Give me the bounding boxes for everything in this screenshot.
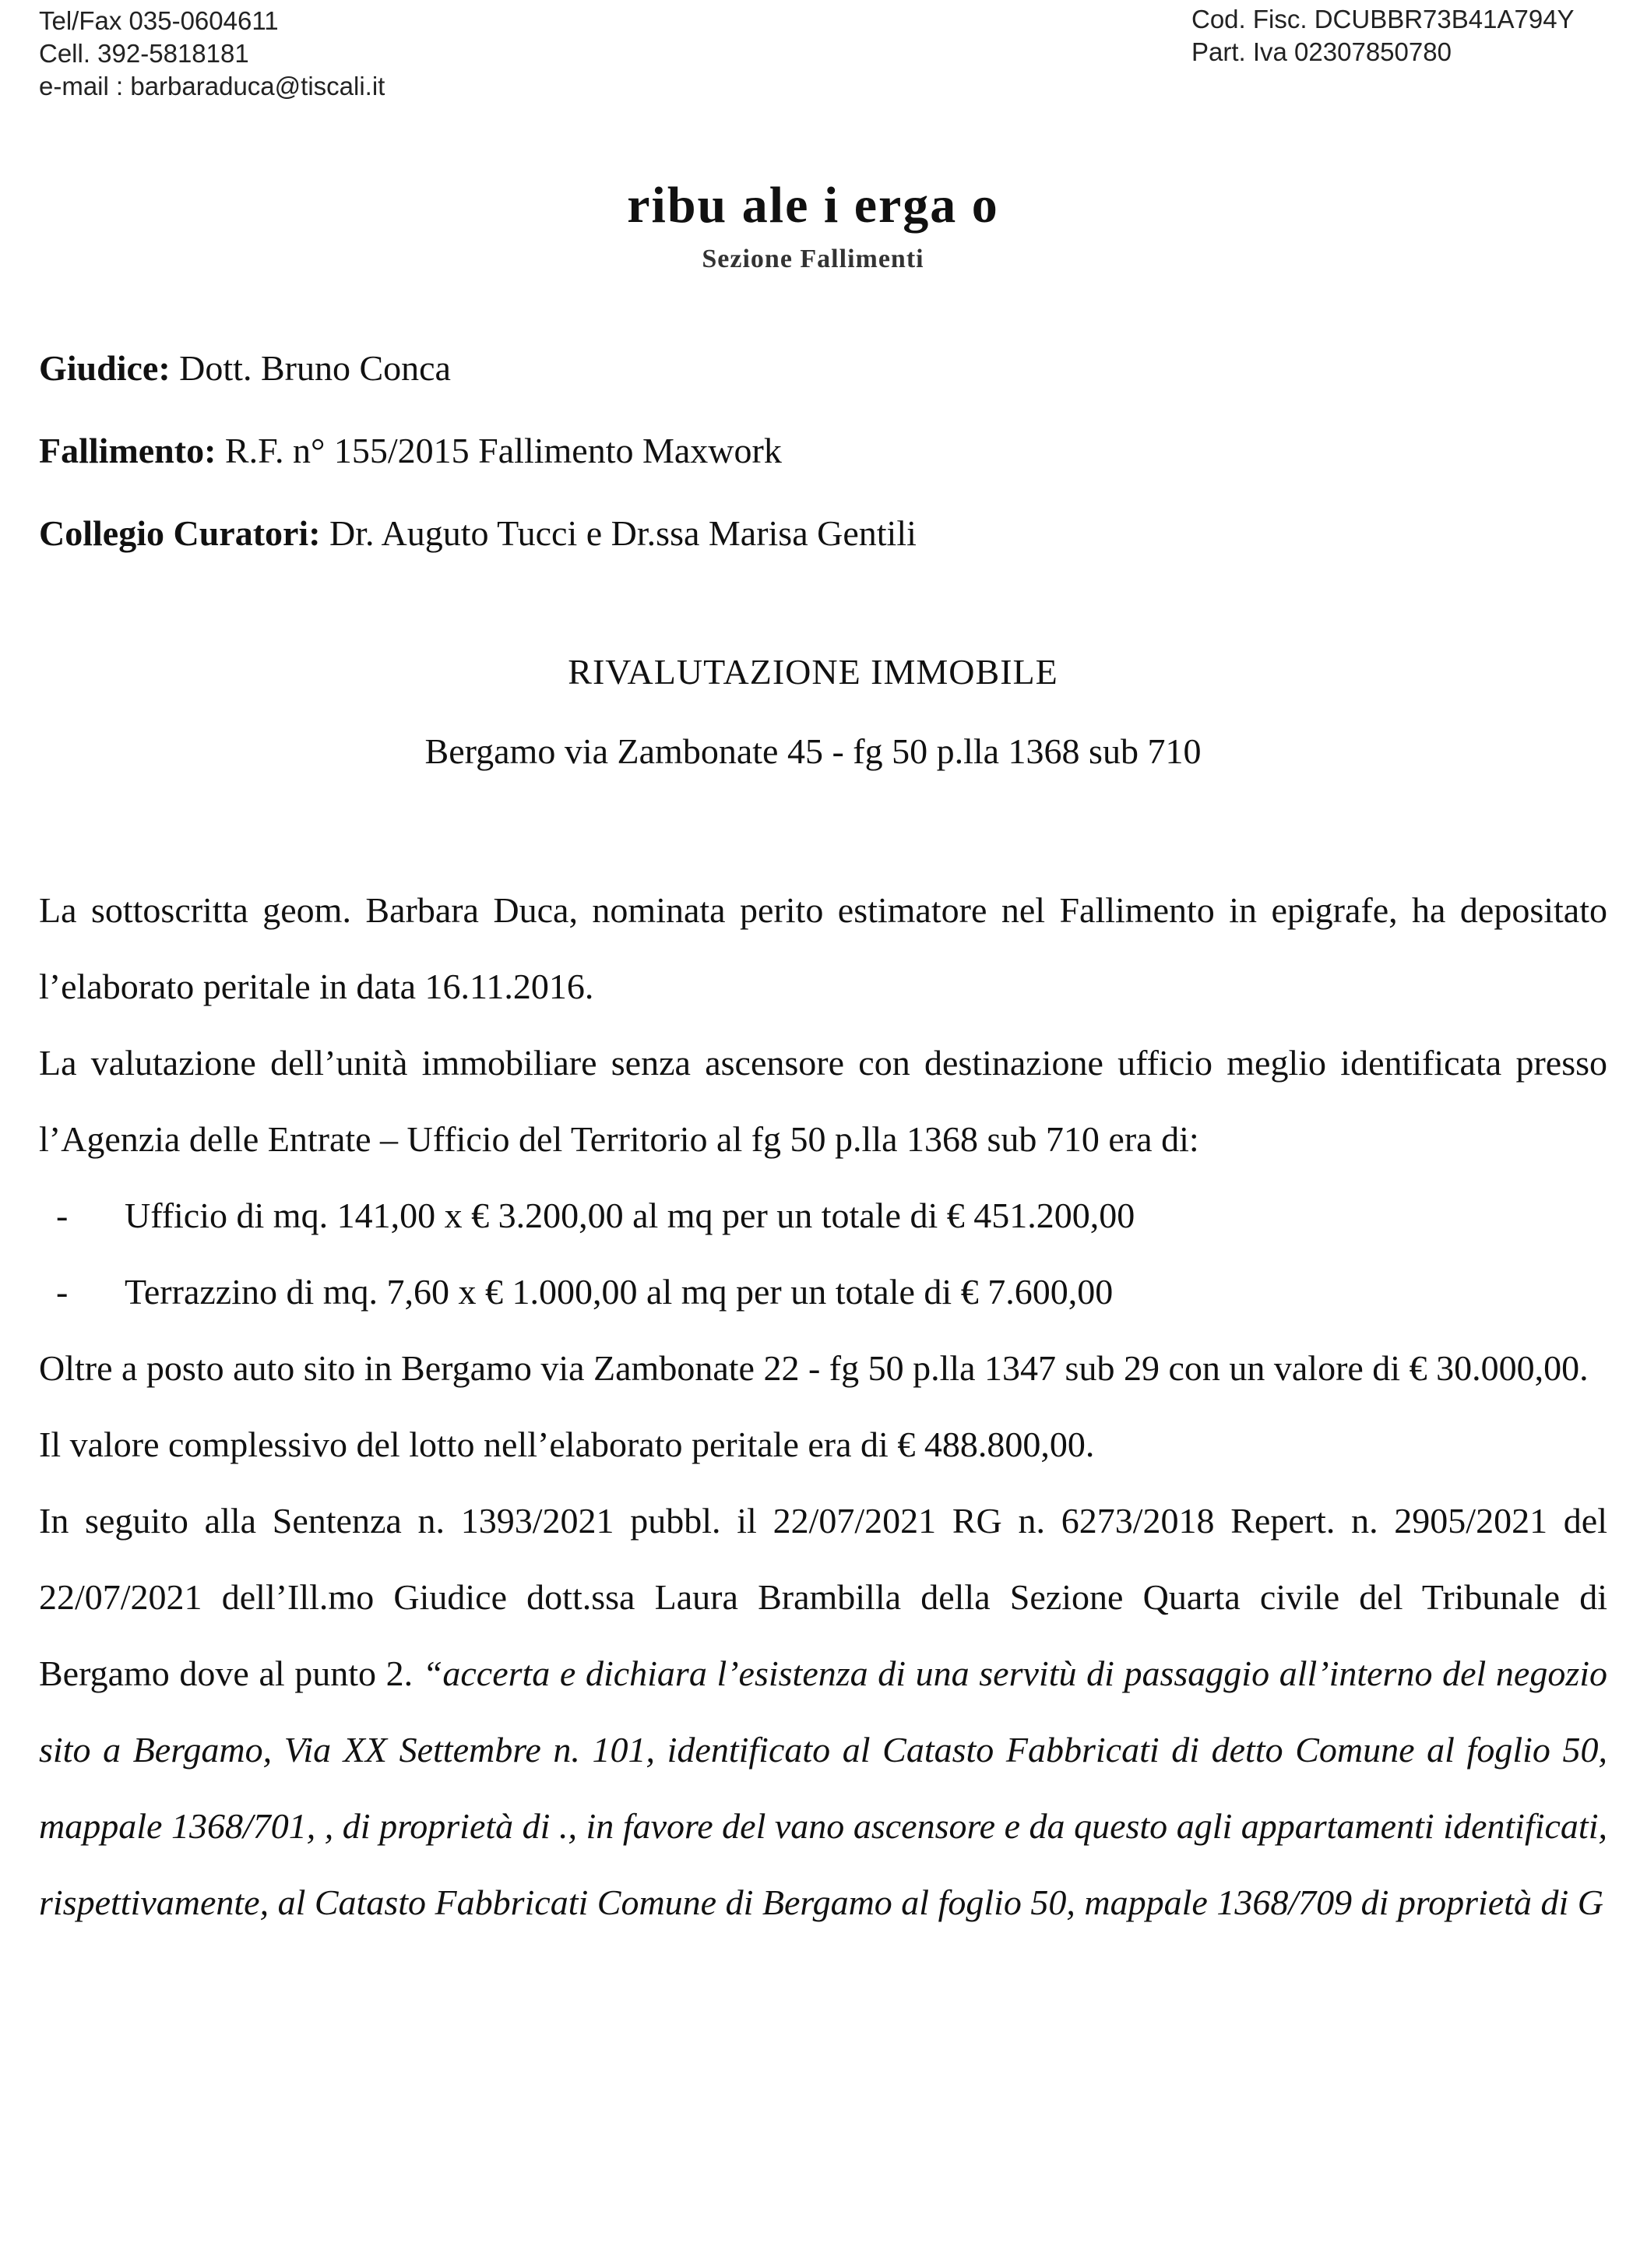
curators-label: Collegio Curatori: [39, 513, 321, 553]
judge-line [39, 347, 451, 389]
paragraph-valuation: La valutazione dell’unità immobiliare senza ascensore con destinazione ufficio meglio identificata presso l’Agenzia delle Entrate – Ufficio del Territorio al fg 50 p.lla 1368 sub 710 era di: [39, 1043, 1607, 1159]
list-item [39, 1254, 1607, 1330]
paragraph-sentence [39, 1483, 1607, 1941]
court-section: Sezione Fallimenti [702, 245, 924, 273]
contact-mobile: Cell. 392-5818181 [39, 39, 249, 68]
bullet-dash-icon: - [56, 1272, 69, 1312]
curators-line [39, 512, 917, 554]
judge-label: Giudice: [39, 348, 171, 388]
document-body [39, 872, 1607, 1941]
paragraph-parking: Oltre a posto auto sito in Bergamo via Zambonate 22 - fg 50 p.lla 1347 sub 29 con un valore di € 30.000,00. [39, 1348, 1589, 1388]
bankruptcy-line [39, 430, 782, 471]
contact-block [39, 5, 385, 103]
list-item-text: Ufficio di mq. 141,00 x € 3.200,00 al mq per un totale di € 451.200,00 [125, 1196, 1135, 1235]
court-title: ribu ale i erga o [627, 177, 999, 234]
vat-number: Part. Iva 02307850780 [1191, 37, 1452, 66]
valuation-list [39, 1178, 1607, 1330]
document-title: RIVALUTAZIONE IMMOBILE [568, 652, 1058, 692]
sentence-quote: “accerta e dichiara l’esistenza di una servitù di passaggio all’interno del negozio sito a Bergamo, Via XX Settembre n. 101, identificato al Catasto Fabbricati di detto Comune al foglio 50, mappale 1368/701, , di proprietà di ., in favore del vano ascensore e da questo agli appartamenti identificati, rispettivamente, al Catasto Fabbricati Comune di Bergamo al foglio 50, mappale 1368/709 di proprietà di G [39, 1653, 1607, 1922]
contact-email: e-mail : barbaraduca@tiscali.it [39, 72, 385, 100]
paragraph-total: Il valore complessivo del lotto nell’elaborato peritale era di € 488.800,00. [39, 1425, 1095, 1464]
document-subtitle: Bergamo via Zambonate 45 - fg 50 p.lla 1368 sub 710 [424, 731, 1202, 771]
sentence-text: In seguito alla Sentenza n. 1393/2021 pubbl. il 22/07/2021 RG n. 6273/2018 Repert. n. 2905/2021 del 22/07/2021 dell’Ill.mo Giudice dott.ssa Laura Brambilla della Sezione Quarta civile del Tribunale di Bergamo dove al punto 2. [39, 1501, 1607, 1693]
paragraph-appointment: La sottoscritta geom. Barbara Duca, nominata perito estimatore nel Fallimento in epigrafe, ha depositato l’elaborato peritale in data 16.11.2016. [39, 890, 1607, 1006]
tax-code: Cod. Fisc. DCUBBR73B41A794Y [1191, 5, 1575, 33]
curators-value: Dr. Auguto Tucci e Dr.ssa Marisa Gentili [320, 513, 917, 553]
bankruptcy-value: R.F. n° 155/2015 Fallimento Maxwork [216, 431, 782, 470]
bankruptcy-label: Fallimento: [39, 431, 216, 470]
judge-value: Dott. Bruno Conca [170, 348, 451, 388]
list-item [39, 1178, 1607, 1254]
bullet-dash-icon: - [56, 1196, 69, 1235]
list-item-text: Terrazzino di mq. 7,60 x € 1.000,00 al mq per un totale di € 7.600,00 [125, 1272, 1114, 1312]
tax-block [1191, 3, 1575, 69]
contact-phone: Tel/Fax 035-0604611 [39, 6, 279, 35]
